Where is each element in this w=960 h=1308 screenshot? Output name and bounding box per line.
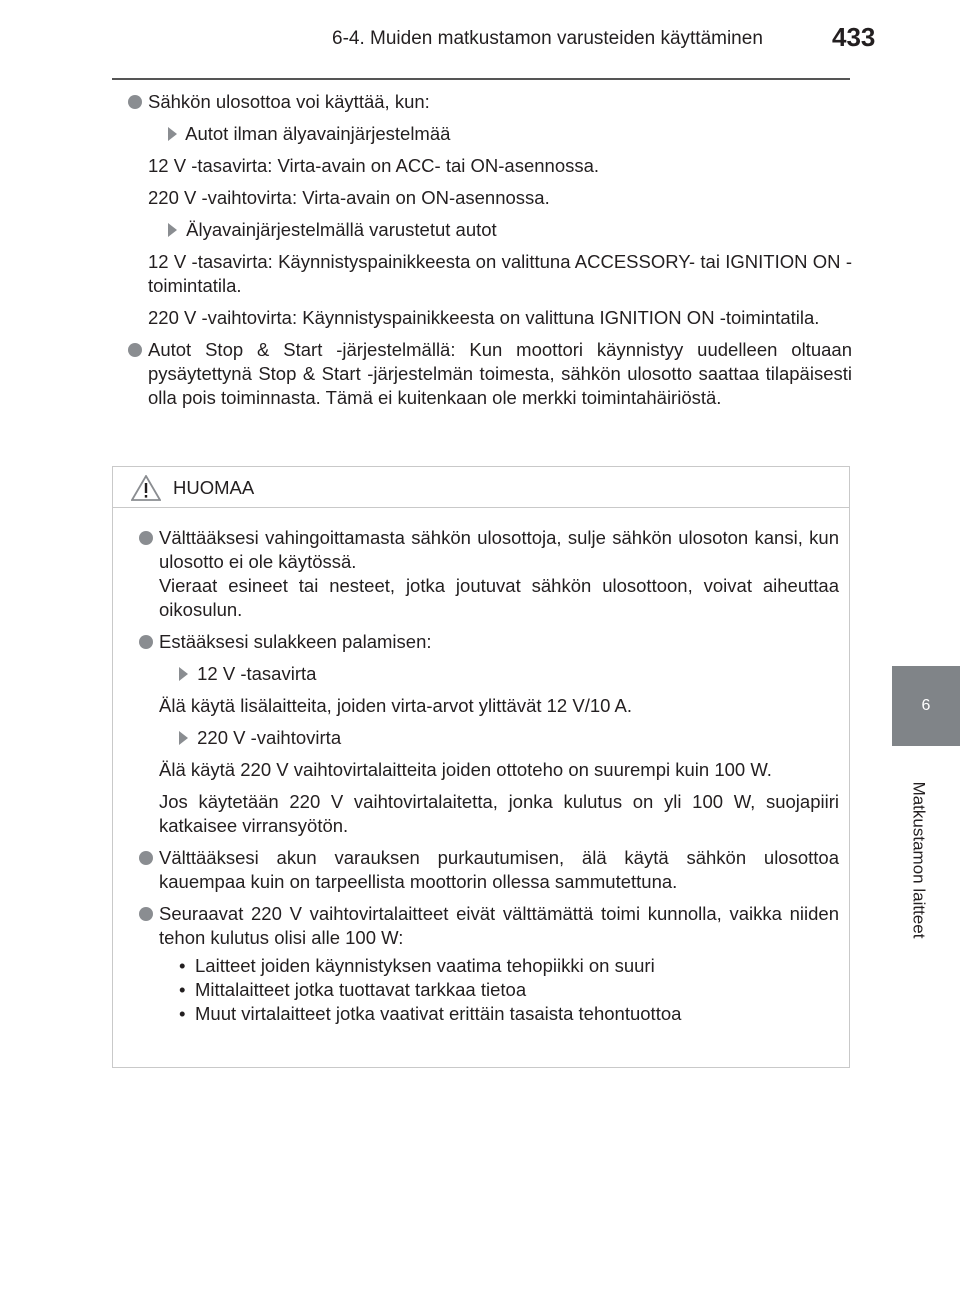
main-content bbox=[128, 90, 852, 418]
device-list bbox=[159, 954, 839, 1026]
triangle-arrow-icon bbox=[168, 223, 177, 237]
paragraph: 12 V -tasavirta: Virta-avain on ACC- tai ON-asennossa. bbox=[148, 155, 600, 176]
chapter-tab[interactable] bbox=[892, 666, 960, 746]
device-list-item: • Laitteet joiden käynnistyksen vaatima tehopiikki on suuri bbox=[179, 954, 839, 978]
section-title: 6-4. Muiden matkustamon varusteiden käyttäminen bbox=[332, 28, 763, 49]
bullet-icon bbox=[128, 95, 142, 109]
bullet-icon bbox=[139, 531, 153, 545]
bullet-icon bbox=[128, 343, 142, 357]
subheading: Autot ilman älyavainjärjestelmää bbox=[128, 122, 852, 146]
triangle-arrow-icon bbox=[179, 667, 188, 681]
paragraph: 220 V -vaihtovirta: Virta-avain on ON-asennossa. bbox=[148, 187, 550, 208]
paragraph: Jos käytetään 220 V vaihtovirtalaitetta, jonka kulutus on yli 100 W, suojapiiri katkaisee virransyötön. bbox=[159, 791, 839, 836]
bullet-icon bbox=[139, 851, 153, 865]
list-item: Välttääksesi akun varauksen purkautumisen, älä käytä sähkön ulosottoa kauempaa kuin on tarpeellista moottorin ollessa sammutettuna. bbox=[139, 846, 839, 894]
paragraph: 12 V -tasavirta: Käynnistyspainikkeesta on valittuna ACCESSORY- tai IGNITION ON -toimintatila. bbox=[148, 251, 852, 296]
bullet-icon bbox=[139, 635, 153, 649]
warning-icon bbox=[131, 475, 161, 501]
subheading: Älyavainjärjestelmällä varustetut autot bbox=[128, 218, 852, 242]
paragraph: Älä käytä lisälaitteita, joiden virta-arvot ylittävät 12 V/10 A. bbox=[159, 695, 633, 716]
chapter-number: 6 bbox=[921, 697, 931, 714]
triangle-arrow-icon bbox=[179, 731, 188, 745]
header-divider bbox=[112, 78, 850, 80]
paragraph: Älä käytä 220 V vaihtovirtalaitteita joiden ottoteho on suurempi kuin 100 W. bbox=[159, 759, 772, 780]
device-list-item: • Muut virtalaitteet jotka vaativat erittäin tasaista tehontuottoa bbox=[179, 1002, 839, 1026]
notice-box bbox=[112, 466, 850, 1068]
list-item: Sähkön ulosottoa voi käyttää, kun: bbox=[128, 90, 852, 114]
list-item: Autot Stop & Start -järjestelmällä: Kun moottori käynnistyy uudelleen oltuaan pysäytettynä Stop & Start -järjestelmän toimesta, sähkön ulosotto saattaa tilapäisesti olla pois toiminnasta. Tämä ei kuitenkaan ole merkki toimintahäiriöstä. bbox=[128, 338, 852, 410]
triangle-arrow-icon bbox=[168, 127, 177, 141]
page-number: 433 bbox=[832, 22, 876, 52]
chapter-label bbox=[868, 760, 960, 960]
list-item: Välttääksesi vahingoittamasta sähkön ulosottoja, sulje sähkön ulosoton kansi, kun ulosotto ei ole käytössä. Vieraat esineet tai nesteet, jotka joutuvat sähkön ulosottoon, voivat aiheuttaa oikosulun. bbox=[139, 526, 839, 622]
subheading: 12 V -tasavirta bbox=[139, 662, 839, 686]
chapter-label-text: Matkustamon laitteet bbox=[909, 781, 929, 939]
paragraph: 220 V -vaihtovirta: Käynnistyspainikkeesta on valittuna IGNITION ON -toimintatila. bbox=[148, 307, 820, 328]
device-list-item: • Mittalaitteet jotka tuottavat tarkkaa tietoa bbox=[179, 978, 839, 1002]
notice-body bbox=[113, 508, 849, 1026]
list-item: Seuraavat 220 V vaihtovirtalaitteet eivät välttämättä toimi kunnolla, vaikka niiden tehon kulutus olisi alle 100 W: • Laitteet joiden käynnistyksen vaatima tehopiikki on suuri • Mittalaitteet jotka tuottavat tarkkaa tietoa • Muut virtalaitteet jotka vaativat erittäin tasaista tehontuottoa bbox=[139, 902, 839, 1026]
list-item: Estääksesi sulakkeen palamisen: bbox=[139, 630, 839, 654]
subheading: 220 V -vaihtovirta bbox=[139, 726, 839, 750]
notice-header bbox=[113, 467, 849, 508]
bullet-icon bbox=[139, 907, 153, 921]
notice-title: HUOMAA bbox=[173, 477, 255, 498]
